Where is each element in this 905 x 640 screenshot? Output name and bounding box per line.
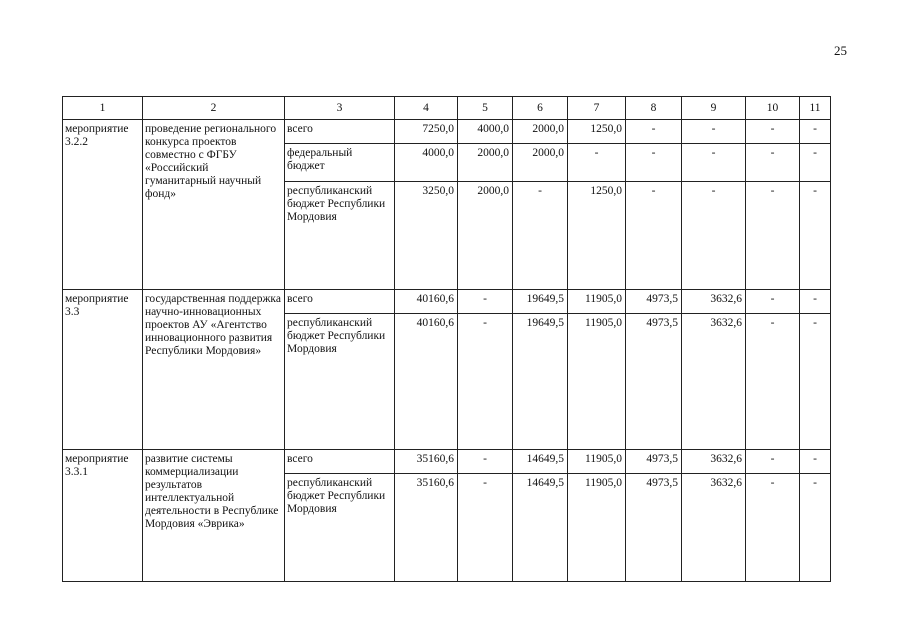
value-cell: - — [458, 314, 513, 450]
column-header: 1 — [63, 97, 143, 120]
value-cell: 3250,0 — [395, 182, 458, 290]
column-header: 7 — [568, 97, 626, 120]
measure-name: развитие системы коммерциализации результатов интеллектуальной деятельности в Республике Мордовия «Эврика» — [143, 450, 285, 582]
funding-source: всего — [285, 120, 395, 144]
funding-source: республиканский бюджет Республики Мордовия — [285, 314, 395, 450]
value-cell: - — [626, 144, 682, 182]
value-cell: 19649,5 — [513, 314, 568, 450]
value-cell: - — [458, 450, 513, 474]
value-cell: - — [746, 450, 800, 474]
column-header: 9 — [682, 97, 746, 120]
budget-table — [62, 96, 831, 582]
header-row — [63, 97, 831, 120]
column-header: 5 — [458, 97, 513, 120]
value-cell: - — [746, 290, 800, 314]
value-cell: 35160,6 — [395, 474, 458, 582]
value-cell: 1250,0 — [568, 182, 626, 290]
measure-name: проведение регионального конкурса проектов совместно с ФГБУ «Российский гуманитарный научный фонд» — [143, 120, 285, 290]
value-cell: 2000,0 — [458, 182, 513, 290]
value-cell: 4973,5 — [626, 450, 682, 474]
value-cell: 3632,6 — [682, 450, 746, 474]
measure-name: государственная поддержка научно-инновационных проектов АУ «Агентство инновационного развития Республики Мордовия» — [143, 290, 285, 450]
funding-source: республиканский бюджет Республики Мордовия — [285, 182, 395, 290]
value-cell: - — [746, 474, 800, 582]
value-cell: 4000,0 — [458, 120, 513, 144]
column-header: 4 — [395, 97, 458, 120]
value-cell: - — [682, 182, 746, 290]
column-header: 8 — [626, 97, 682, 120]
value-cell: - — [800, 182, 831, 290]
column-header: 3 — [285, 97, 395, 120]
table-row — [63, 450, 831, 474]
value-cell: 4000,0 — [395, 144, 458, 182]
value-cell: 4973,5 — [626, 314, 682, 450]
value-cell: 40160,6 — [395, 314, 458, 450]
value-cell: - — [682, 120, 746, 144]
value-cell: 35160,6 — [395, 450, 458, 474]
value-cell: 11905,0 — [568, 450, 626, 474]
value-cell: - — [800, 450, 831, 474]
page-number: 25 — [834, 43, 847, 58]
value-cell: 3632,6 — [682, 314, 746, 450]
value-cell: 40160,6 — [395, 290, 458, 314]
value-cell: - — [800, 474, 831, 582]
column-header: 10 — [746, 97, 800, 120]
value-cell: - — [682, 144, 746, 182]
value-cell: - — [513, 182, 568, 290]
table-row — [63, 290, 831, 314]
value-cell: 2000,0 — [513, 120, 568, 144]
value-cell: - — [800, 314, 831, 450]
value-cell: - — [800, 120, 831, 144]
value-cell: 2000,0 — [513, 144, 568, 182]
value-cell: 14649,5 — [513, 450, 568, 474]
funding-source: всего — [285, 290, 395, 314]
value-cell: 19649,5 — [513, 290, 568, 314]
value-cell: 2000,0 — [458, 144, 513, 182]
measure-code: мероприятие 3.2.2 — [63, 120, 143, 290]
value-cell: 11905,0 — [568, 290, 626, 314]
value-cell: - — [458, 474, 513, 582]
value-cell: 3632,6 — [682, 290, 746, 314]
value-cell: - — [746, 182, 800, 290]
value-cell: - — [568, 144, 626, 182]
value-cell: 4973,5 — [626, 290, 682, 314]
measure-code: мероприятие 3.3.1 — [63, 450, 143, 582]
column-header: 2 — [143, 97, 285, 120]
value-cell: 14649,5 — [513, 474, 568, 582]
value-cell: - — [626, 182, 682, 290]
value-cell: 4973,5 — [626, 474, 682, 582]
column-header: 11 — [800, 97, 831, 120]
funding-source: всего — [285, 450, 395, 474]
value-cell: - — [746, 314, 800, 450]
table-row — [63, 120, 831, 144]
value-cell: 3632,6 — [682, 474, 746, 582]
column-header: 6 — [513, 97, 568, 120]
value-cell: - — [746, 120, 800, 144]
value-cell: 7250,0 — [395, 120, 458, 144]
value-cell: - — [458, 290, 513, 314]
measure-code: мероприятие 3.3 — [63, 290, 143, 450]
funding-source: республиканский бюджет Республики Мордовия — [285, 474, 395, 582]
funding-source: федеральный бюджет — [285, 144, 395, 182]
value-cell: - — [800, 144, 831, 182]
value-cell: 11905,0 — [568, 314, 626, 450]
value-cell: - — [800, 290, 831, 314]
value-cell: - — [626, 120, 682, 144]
value-cell: - — [746, 144, 800, 182]
value-cell: 1250,0 — [568, 120, 626, 144]
value-cell: 11905,0 — [568, 474, 626, 582]
